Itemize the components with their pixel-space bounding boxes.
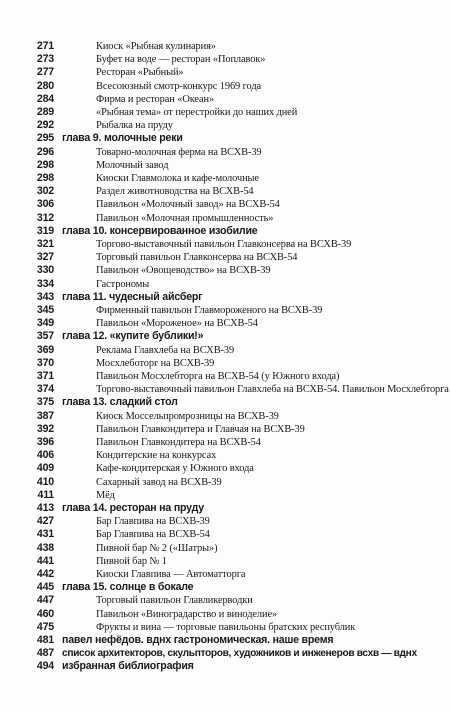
toc-page-number: 357 (36, 330, 54, 343)
toc-section-title: Фирменный павильон Главмороженого на ВСХВ-39 (96, 305, 323, 316)
toc-page-number: 289 (36, 106, 54, 118)
toc-entry-row (0, 93, 450, 106)
toc-section-title: Мёд (96, 489, 115, 501)
toc-page-number: 280 (36, 79, 54, 92)
toc-section-title: Фрукты и вина — торговые павильоны братских республик (96, 621, 356, 633)
toc-section-title: «Рыбная тема» от перестройки до наших дней (96, 107, 298, 118)
toc-page-number: 312 (36, 211, 54, 224)
toc-chapter-title: глава 9. молочные реки (62, 132, 183, 145)
toc-page-number: 438 (36, 541, 54, 554)
toc-section-title: Киоски Главпива — Автоматторга (96, 569, 246, 580)
toc-entry-row (0, 198, 450, 211)
toc-entry-row (0, 410, 450, 423)
toc-chapter-title: павел нефёдов. вднх гастрономическая. наше время (62, 634, 334, 646)
toc-page-number: 442 (36, 568, 54, 580)
toc-chapter-title: глава 12. «купите бублики!» (62, 330, 204, 343)
toc-page-number: 406 (36, 449, 54, 462)
toc-page-number: 298 (36, 158, 54, 171)
toc-entry-row (0, 278, 450, 291)
toc-section-title: Буфет на воде — ресторан «Поплавок» (96, 54, 266, 66)
toc-heading-row (0, 660, 450, 673)
toc-section-title: Павильон Главкондитера и Главчая на ВСХВ-39 (96, 423, 305, 435)
toc-section-title: Ресторан «Рыбный» (96, 67, 184, 79)
toc-entry-row (0, 489, 450, 502)
toc-page-number: 271 (36, 40, 54, 52)
toc-page-number: 319 (36, 224, 54, 237)
toc-heading-row (0, 647, 450, 660)
toc-heading-row (0, 330, 450, 343)
toc-chapter-title: глава 10. консервированное изобилие (62, 224, 258, 237)
toc-page-number: 396 (36, 436, 54, 448)
toc-entry-row (0, 383, 450, 396)
toc-entry-row (0, 66, 450, 79)
toc-page-number: 349 (36, 317, 54, 330)
toc-entry-row (0, 53, 450, 66)
toc-section-title: Павильон Главкондитера на ВСХВ-54 (96, 437, 261, 448)
toc-entry-row (0, 264, 450, 277)
toc-page-number: 387 (36, 409, 54, 422)
toc-page-number: 295 (36, 132, 54, 145)
toc-section-title: Товарно-молочная ферма на ВСХВ-39 (96, 146, 262, 158)
toc-page-number: 327 (36, 251, 54, 264)
toc-entry-row (0, 212, 450, 225)
toc-page-number: 475 (36, 620, 54, 633)
toc-entry-row (0, 476, 450, 489)
toc-entry-row (0, 172, 450, 185)
toc-page-number: 410 (36, 475, 54, 488)
toc-section-title: Павильон «Овощеводство» на ВСХВ-39 (96, 265, 271, 277)
toc-section-title: Бар Главпива на ВСХВ-54 (96, 529, 210, 541)
toc-page-number: 343 (36, 290, 54, 303)
toc-page-number: 375 (36, 396, 54, 409)
toc-section-title: Мосхлеботорг на ВСХВ-39 (96, 357, 215, 369)
toc-chapter-title: глава 14. ресторан на пруду (62, 502, 204, 514)
toc-section-title: Павильон «Молочный завод» на ВСХВ-54 (96, 199, 280, 211)
toc-entry-row (0, 462, 450, 475)
toc-section-title: Сахарный завод на ВСХВ-39 (96, 476, 222, 488)
toc-section-title: Рыбалка на пруду (96, 120, 173, 132)
toc-page-number: 277 (36, 66, 54, 79)
toc-entry-row (0, 594, 450, 607)
toc-entry-row (0, 515, 450, 528)
toc-entry-row (0, 159, 450, 172)
toc-section-title: Фирма и ресторан «Океан» (96, 93, 215, 105)
toc-entry-row (0, 251, 450, 264)
toc-heading-row (0, 132, 450, 145)
toc-section-title: Киоск Моссельпромрозницы на ВСХВ-39 (96, 410, 279, 422)
toc-chapter-title: избранная библиография (62, 660, 194, 673)
toc-page-number: 374 (36, 383, 54, 396)
toc-section-title: Раздел животноводства на ВСХВ-54 (96, 186, 254, 198)
toc-page-number: 431 (36, 528, 54, 541)
toc-page-number: 409 (36, 462, 54, 475)
toc-chapter-title: глава 13. сладкий стол (62, 396, 178, 409)
toc-section-title: Кондитерские на конкурсах (96, 450, 217, 462)
toc-section-title: Торгово-выставочный павильон Главхлеба на ВСХВ-54. Павильон Мосхлебторга (96, 384, 449, 396)
toc-page-number: 392 (36, 422, 54, 435)
toc-heading-row (0, 291, 450, 304)
toc-page-number: 292 (36, 119, 54, 132)
toc-page-number: 494 (36, 660, 54, 673)
toc-section-title: Гастрономы (96, 278, 150, 290)
toc-entry-row (0, 80, 450, 93)
toc-heading-row (0, 225, 450, 238)
toc-entry-row (0, 317, 450, 330)
toc-section-title: Торговый павильон Главликерводки (96, 595, 253, 607)
toc-entry-row (0, 119, 450, 132)
toc-page-number: 345 (36, 304, 54, 316)
toc-entry-row (0, 423, 450, 436)
toc-section-title: Торговый павильон Главконсерва на ВСХВ-54 (96, 252, 298, 264)
toc-page-number: 369 (36, 343, 54, 356)
toc-section-title: Пивной бар № 2 («Шатры») (96, 542, 218, 554)
toc-entry-row (0, 528, 450, 541)
toc-entry-row (0, 542, 450, 555)
toc-section-title: Павильон «Виноградарство и виноделие» (96, 608, 278, 620)
toc-page-number: 298 (36, 172, 54, 184)
toc-entry-row (0, 449, 450, 462)
toc-chapter-title: список архитекторов, скульпторов, художников и инженеров всхв — вднх (62, 648, 417, 660)
toc-page-number: 334 (36, 277, 54, 290)
toc-heading-row (0, 396, 450, 409)
toc-page-number: 447 (36, 594, 54, 607)
toc-heading-row (0, 581, 450, 594)
toc-entry-row (0, 344, 450, 357)
toc-page-number: 427 (36, 515, 54, 528)
toc-page-number: 413 (36, 502, 54, 514)
toc-page-number: 411 (37, 488, 54, 501)
toc-page-number: 273 (36, 53, 54, 66)
toc-page-number: 321 (36, 238, 54, 250)
toc-page-number: 370 (36, 356, 54, 369)
toc-entry-row (0, 357, 450, 370)
toc-page-number: 487 (36, 647, 54, 660)
toc-section-title: Всесоюзный смотр-конкурс 1969 года (96, 80, 262, 92)
toc-entry-row (0, 621, 450, 634)
toc-heading-row (0, 634, 450, 647)
toc-section-title: Павильон «Мороженое» на ВСХВ-54 (96, 318, 258, 330)
toc-entry-row (0, 146, 450, 159)
toc-section-title: Торгово-выставочный павильон Главконсерва на ВСХВ-39 (96, 239, 352, 250)
toc-entry-row (0, 304, 450, 317)
toc-chapter-title: глава 15. солнце в бокале (62, 581, 194, 594)
toc-page-number: 296 (36, 145, 54, 158)
toc-page-number: 302 (36, 185, 54, 198)
toc-page-number: 445 (36, 581, 54, 594)
toc-chapter-title: глава 11. чудесный айсберг (62, 290, 203, 303)
toc-entry-row (0, 436, 450, 449)
toc-section-title: Бар Главпива на ВСХВ-39 (96, 516, 210, 528)
toc-entry-row (0, 608, 450, 621)
toc-entry-row (0, 40, 450, 53)
toc-entry-row (0, 185, 450, 198)
toc-page-number: 481 (36, 634, 54, 646)
toc-entry-row (0, 238, 450, 251)
toc-entry-row (0, 106, 450, 119)
toc-page-number: 284 (36, 92, 54, 105)
toc-section-title: Молочный завод (96, 159, 169, 171)
toc-section-title: Кафе-кондитерская у Южного входа (96, 463, 254, 475)
toc-section-title: Киоски Главмолока и кафе-молочные (96, 173, 259, 184)
toc-section-title: Павильон Мосхлебторга на ВСХВ-54 (у Южного входа) (96, 371, 340, 382)
toc-entry-row (0, 370, 450, 383)
toc-section-title: Киоск «Рыбная кулинария» (96, 41, 216, 52)
toc-entry-row (0, 568, 450, 581)
toc-page-number: 460 (36, 607, 54, 620)
toc-section-title: Павильон «Молочная промышленность» (96, 212, 274, 224)
toc-page-number: 371 (36, 370, 54, 382)
toc-section-title: Реклама Главхлеба на ВСХВ-39 (96, 344, 235, 356)
toc-section-title: Пивной бар № 1 (96, 555, 167, 567)
toc-page-number: 441 (36, 554, 54, 567)
toc-page-number: 330 (36, 264, 54, 277)
toc-page-number: 306 (36, 198, 54, 211)
toc-heading-row (0, 502, 450, 515)
toc-entry-row (0, 555, 450, 568)
